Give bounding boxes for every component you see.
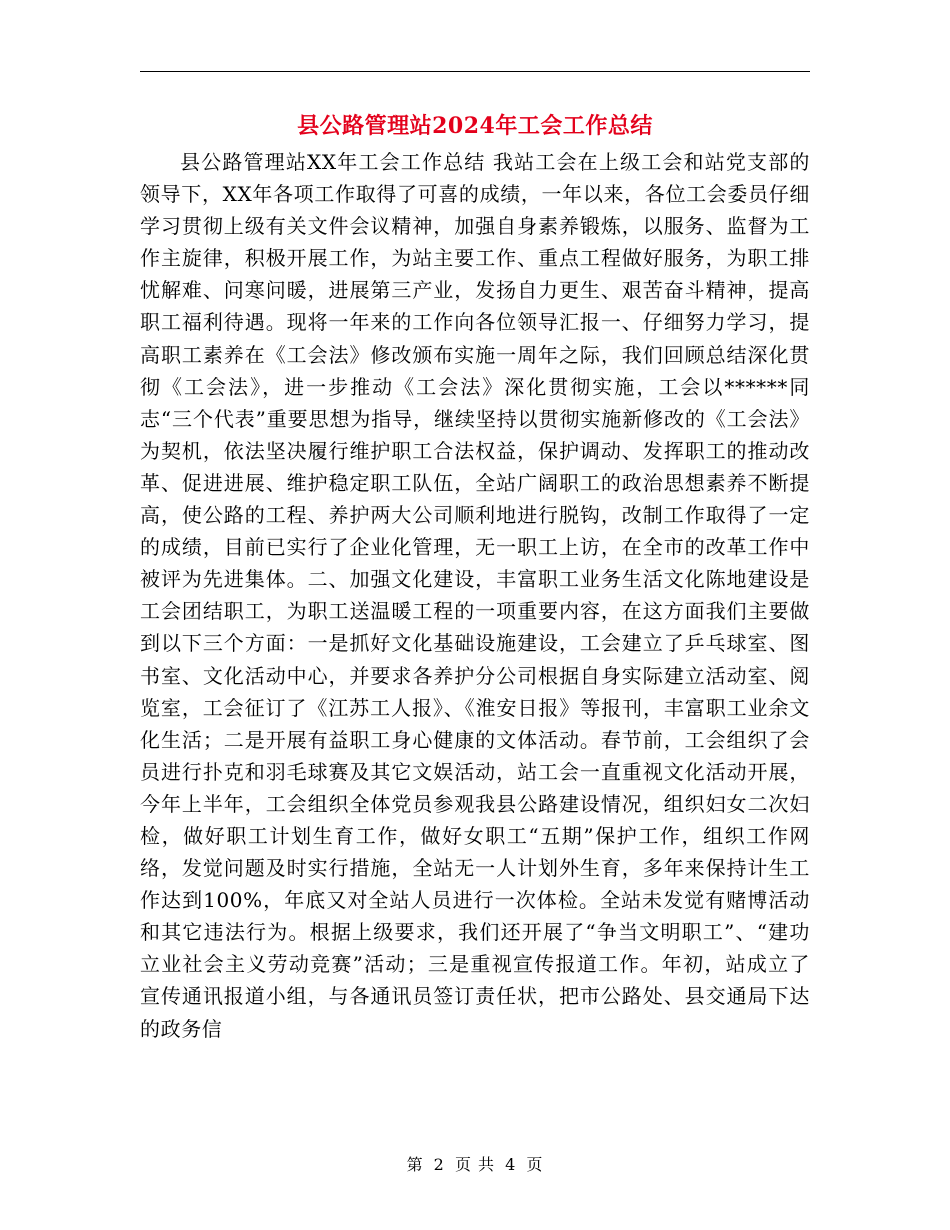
footer-total-pages: 4	[505, 1155, 517, 1174]
page-footer	[0, 1153, 950, 1177]
document-body: 县公路管理站XX年工会工作总结 我站工会在上级工会和站党支部的领导下，XX年各项工作取得了可喜的成绩，一年以来，各位工会委员仔细学习贯彻上级有关文件会议精神，加强自身素养锻炼，以服务、监督为工作主旋律，积极开展工作，为站主要工作、重点工程做好服务，为职工排忧解难、问寒问暖，进展第三产业，发扬自力更生、艰苦奋斗精神，提高职工福利待遇。现将一年来的工作向各位领导汇报一、仔细努力学习，提高职工素养在《工会法》修改颁布实施一周年之际，我们回顾总结深化贯彻《工会法》，进一步推动《工会法》深化贯彻实施，工会以******同志“三个代表”重要思想为指导，继续坚持以贯彻实施新修改的《工会法》为契机，依法坚决履行维护职工合法权益，保护调动、发挥职工的推动改革、促进进展、维护稳定职工队伍，全站广阔职工的政治思想素养不断提高，使公路的工程、养护两大公司顺利地进行脱钩，改制工作取得了一定的成绩，目前已实行了企业化管理，无一职工上访，在全市的改革工作中被评为先进集体。二、加强文化建设，丰富职工业务生活文化陈地建设是工会团结职工，为职工送温暖工程的一项重要内容，在这方面我们主要做到以下三个方面：一是抓好文化基础设施建设，工会建立了乒乓球室、图书室、文化活动中心，并要求各养护分公司根据自身实际建立活动室、阅览室，工会征订了《江苏工人报》、《淮安日报》等报刊，丰富职工业余文化生活；二是开展有益职工身心健康的文体活动。春节前，工会组织了会员进行扑克和羽毛球赛及其它文娱活动，站工会一直重视文化活动开展，今年上半年，工会组织全体党员参观我县公路建设情况，组织妇女二次妇检，做好职工计划生育工作，做好女职工“五期”保护工作，组织工作网络，发觉问题及时实行措施，全站无一人计划外生育，多年来保持计生工作达到100%，年底又对全站人员进行一次体检。全站未发觉有赌博活动和其它违法行为。根据上级要求，我们还开展了“争当文明职工”、“建功立业社会主义劳动竞赛”活动；三是重视宣传报道工作。年初，站成立了宣传通讯报道小组，与各通讯员签订责任状，把市公路处、县交通局下达的政务信	[140, 150, 810, 1041]
document-title: 县公路管理站2024年工会工作总结	[297, 113, 653, 139]
header-rule	[140, 71, 810, 72]
footer-suffix: 页	[526, 1155, 544, 1174]
footer-current-page: 2	[433, 1155, 445, 1174]
footer-middle: 页 共	[454, 1155, 496, 1174]
footer-prefix: 第	[406, 1155, 424, 1174]
